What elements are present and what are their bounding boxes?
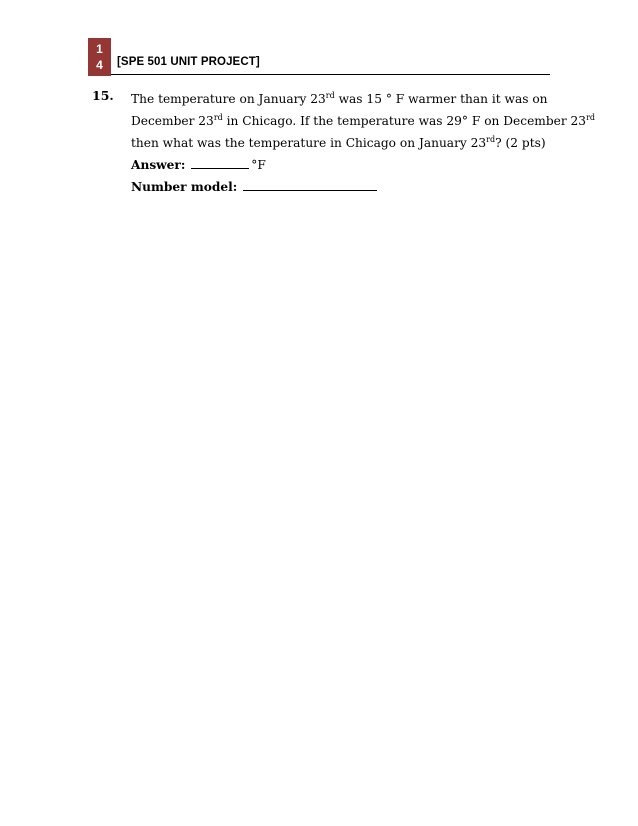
number-model-line: [131, 176, 561, 198]
question-line-1: [131, 88, 561, 110]
question-number: 15.: [92, 88, 114, 103]
question-text: in Chicago. If the temperature was 29° F on December 23: [222, 114, 587, 128]
question-body: [131, 88, 596, 198]
answer-label: Answer:: [131, 158, 186, 172]
number-model-blank[interactable]: [243, 178, 377, 191]
answer-unit: °F: [251, 158, 266, 172]
question-text: ? (2 pts): [495, 136, 546, 150]
header-title: [SPE 501 UNIT PROJECT]: [117, 56, 260, 68]
number-model-label: Number model:: [131, 180, 238, 194]
ordinal-superscript: rd: [486, 134, 496, 144]
answer-blank[interactable]: [191, 156, 249, 169]
page-number-digit-1: 1: [96, 42, 103, 56]
page-number-digit-2: 4: [96, 58, 103, 72]
question-line-3: [131, 132, 561, 154]
page-number-badge: [88, 38, 111, 76]
question-line-2: [131, 110, 596, 132]
ordinal-superscript: rd: [586, 112, 596, 122]
ordinal-superscript: rd: [213, 112, 223, 122]
answer-line: [131, 154, 561, 176]
page-header: [88, 38, 550, 75]
question-text: was 15 ° F warmer than it was on: [334, 92, 548, 106]
ordinal-superscript: rd: [325, 90, 335, 100]
question-text: The temperature on January 23: [131, 92, 326, 106]
question-text: then what was the temperature in Chicago on January 23: [131, 136, 487, 150]
question-text: December 23: [131, 114, 214, 128]
